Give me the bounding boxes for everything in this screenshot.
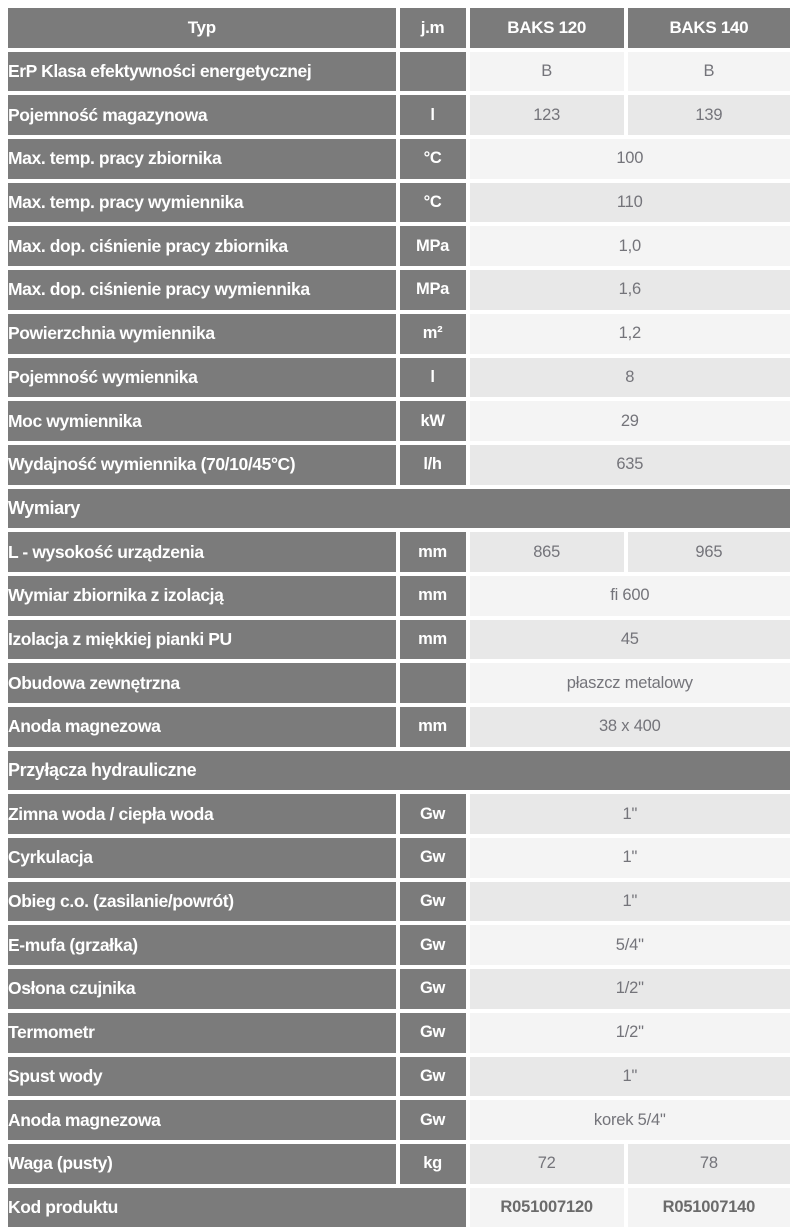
spec-row [8,401,790,441]
value-span: fi 600 [470,576,790,616]
value-baks120: 123 [470,95,624,135]
row-unit: °C [400,139,466,179]
spec-row [8,969,790,1009]
spec-row [8,663,790,703]
spec-row [8,139,790,179]
value-span: 1" [470,794,790,834]
spec-row [8,1188,790,1228]
row-unit: l/h [400,445,466,485]
row-unit: kg [400,1144,466,1184]
row-unit: Gw [400,1100,466,1140]
value-span: 38 x 400 [470,707,790,747]
row-unit: MPa [400,270,466,310]
spec-rows [8,52,790,1228]
value-span: 29 [470,401,790,441]
row-label: Moc wymiennika [8,401,396,441]
value-baks140: B [628,52,790,92]
row-label: Izolacja z miękkiej pianki PU [8,620,396,660]
value-baks140: R051007140 [628,1188,790,1228]
row-label: Zimna woda / ciepła woda [8,794,396,834]
spec-row [8,270,790,310]
header-row [8,8,790,48]
spec-row [8,183,790,223]
value-baks120: 72 [470,1144,624,1184]
spec-row [8,226,790,266]
spec-row [8,838,790,878]
row-unit: mm [400,532,466,572]
row-unit: Gw [400,882,466,922]
spec-row [8,576,790,616]
spec-row [8,532,790,572]
row-label: Pojemność wymiennika [8,358,396,398]
spec-row [8,707,790,747]
value-span: 45 [470,620,790,660]
spec-row [8,1100,790,1140]
spec-row [8,314,790,354]
row-label: Wymiar zbiornika z izolacją [8,576,396,616]
row-label: Termometr [8,1013,396,1053]
row-label: E-mufa (grzałka) [8,925,396,965]
row-label: ErP Klasa efektywności energetycznej [8,52,396,92]
value-span: 1/2" [470,969,790,1009]
row-label: Osłona czujnika [8,969,396,1009]
row-label: Obudowa zewnętrzna [8,663,396,703]
row-unit [400,52,466,92]
row-label: Max. dop. ciśnienie pracy zbiornika [8,226,396,266]
value-span: 1" [470,838,790,878]
value-baks120: 865 [470,532,624,572]
spec-row [8,1013,790,1053]
col-header-typ: Typ [8,8,396,48]
row-label: Obieg c.o. (zasilanie/powrót) [8,882,396,922]
row-label: Powierzchnia wymiennika [8,314,396,354]
spec-row [8,882,790,922]
section-row [8,489,790,529]
value-baks140: 965 [628,532,790,572]
row-label: Max. dop. ciśnienie pracy wymiennika [8,270,396,310]
value-baks140: 78 [628,1144,790,1184]
row-unit: m² [400,314,466,354]
row-unit: Gw [400,969,466,1009]
row-unit: l [400,358,466,398]
spec-row [8,1057,790,1097]
value-span: 1/2" [470,1013,790,1053]
row-label: Pojemność magazynowa [8,95,396,135]
row-unit: Gw [400,1013,466,1053]
row-label: Wydajność wymiennika (70/10/45°C) [8,445,396,485]
value-span: korek 5/4" [470,1100,790,1140]
row-label: Max. temp. pracy wymiennika [8,183,396,223]
spec-table [4,4,794,1231]
row-unit: mm [400,620,466,660]
spec-row [8,95,790,135]
row-label: Cyrkulacja [8,838,396,878]
row-unit: kW [400,401,466,441]
col-header-baks140: BAKS 140 [628,8,790,48]
row-label: Max. temp. pracy zbiornika [8,139,396,179]
col-header-baks120: BAKS 120 [470,8,624,48]
row-unit: MPa [400,226,466,266]
row-label: Anoda magnezowa [8,1100,396,1140]
spec-row [8,620,790,660]
row-label: L - wysokość urządzenia [8,532,396,572]
spec-row [8,925,790,965]
row-label: Spust wody [8,1057,396,1097]
value-baks120: R051007120 [470,1188,624,1228]
spec-row [8,358,790,398]
value-span: 5/4" [470,925,790,965]
row-label: Anoda magnezowa [8,707,396,747]
row-label: Kod produktu [8,1188,466,1228]
spec-row [8,1144,790,1184]
value-baks140: 139 [628,95,790,135]
row-unit: mm [400,576,466,616]
col-header-unit: j.m [400,8,466,48]
spec-row [8,52,790,92]
value-span: 635 [470,445,790,485]
row-unit: mm [400,707,466,747]
spec-row [8,794,790,834]
value-span: 1" [470,1057,790,1097]
value-span: 8 [470,358,790,398]
row-unit [400,663,466,703]
value-span: 1,2 [470,314,790,354]
row-unit: Gw [400,838,466,878]
value-span: 100 [470,139,790,179]
value-span: 110 [470,183,790,223]
row-label: Waga (pusty) [8,1144,396,1184]
section-title: Przyłącza hydrauliczne [8,751,790,791]
section-title: Wymiary [8,489,790,529]
spec-row [8,445,790,485]
section-row [8,751,790,791]
value-span: 1,6 [470,270,790,310]
value-baks120: B [470,52,624,92]
value-span: 1" [470,882,790,922]
row-unit: Gw [400,794,466,834]
row-unit: °C [400,183,466,223]
row-unit: l [400,95,466,135]
row-unit: Gw [400,925,466,965]
value-span: płaszcz metalowy [470,663,790,703]
value-span: 1,0 [470,226,790,266]
row-unit: Gw [400,1057,466,1097]
